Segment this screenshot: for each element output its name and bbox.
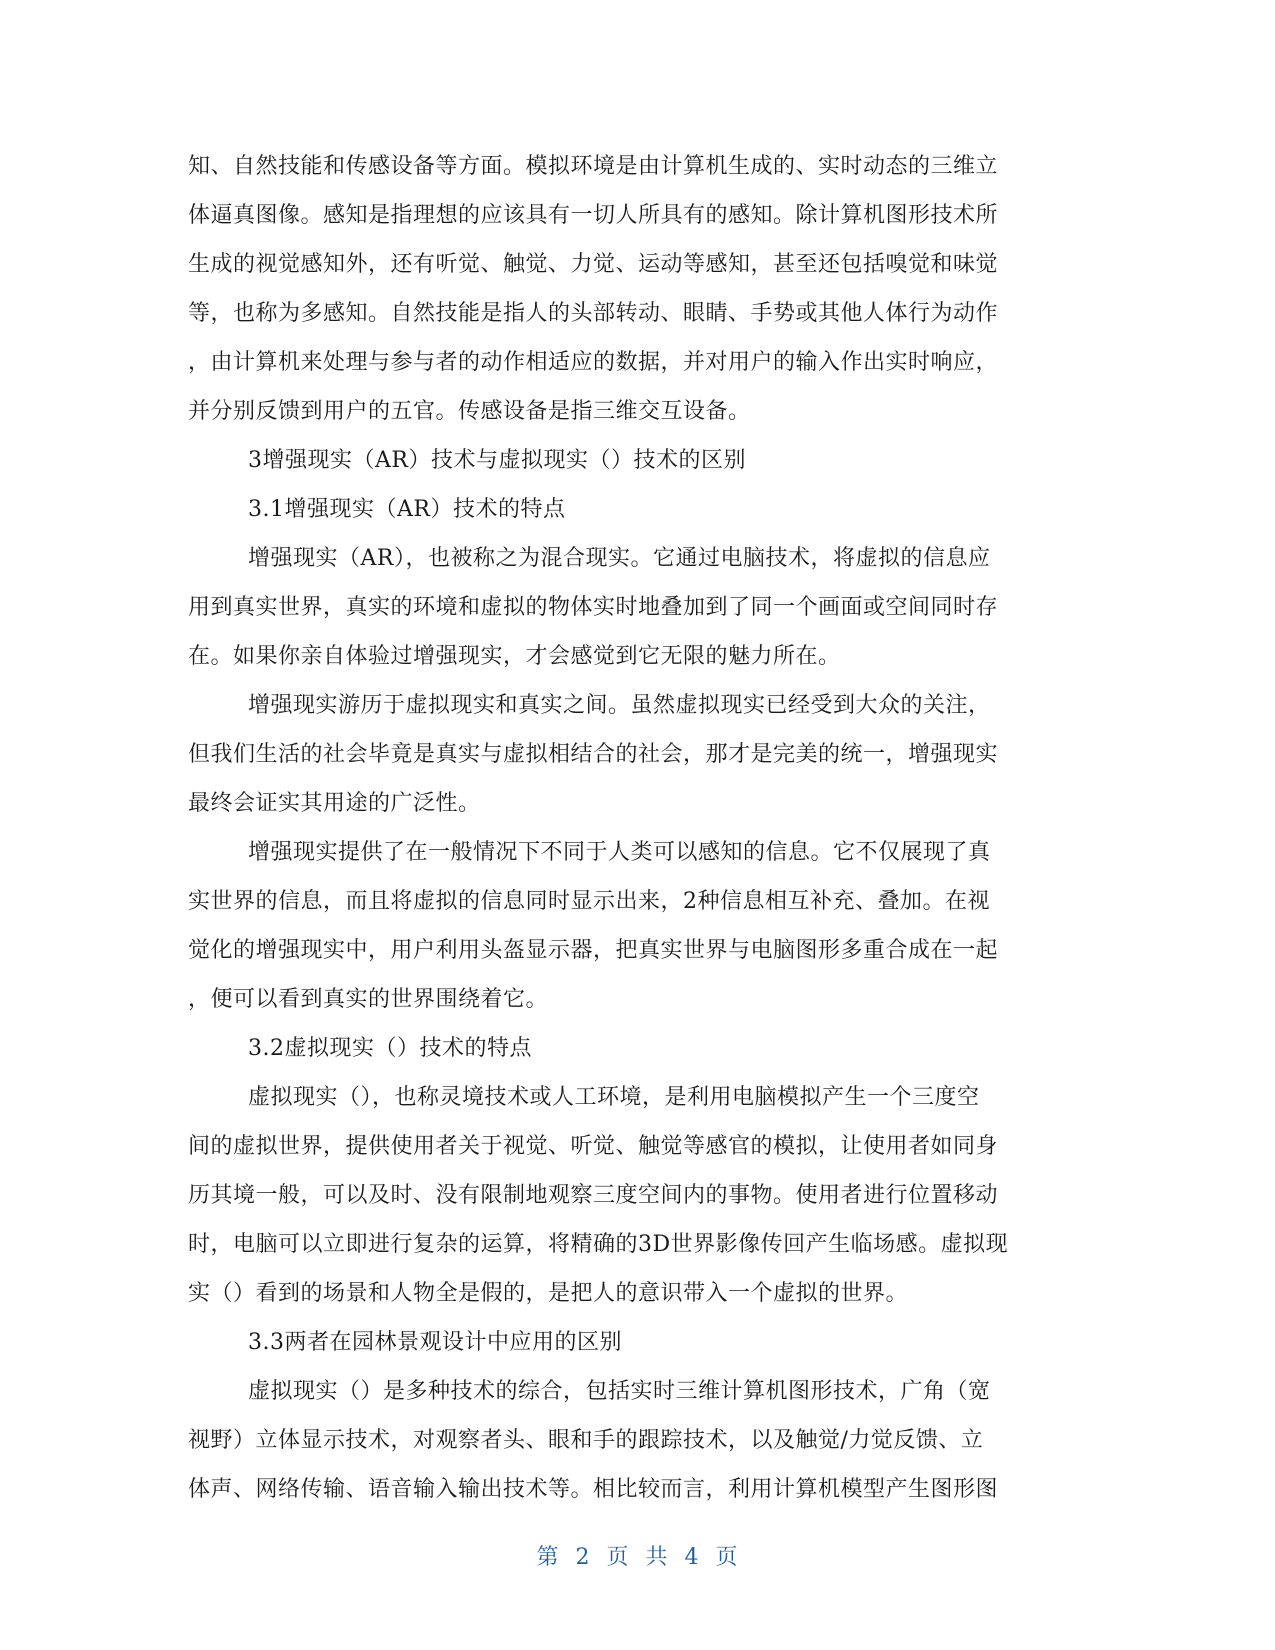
text-line: 最终会证实其用途的广泛性。 <box>188 791 481 816</box>
footer-mid2: 共 <box>645 1545 669 1570</box>
text-line: 历其境一般，可以及时、没有限制地观察三度空间内的事物。使用者进行位置移动 <box>188 1183 999 1208</box>
text-line: 3.2虚拟现实（）技术的特点 <box>248 1036 532 1061</box>
text-line: 增强现实提供了在一般情况下不同于人类可以感知的信息。它不仅展现了真 <box>248 840 991 865</box>
text-line: 增强现实（AR），也被称之为混合现实。它通过电脑技术，将虚拟的信息应 <box>248 546 991 571</box>
text-line: 实世界的信息，而且将虚拟的信息同时显示出来，2种信息相互补充、叠加。在视 <box>188 889 990 914</box>
footer-mid1: 页 <box>606 1545 630 1570</box>
text-line: 虚拟现实（），也称灵境技术或人工环境，是利用电脑模拟产生一个三度空 <box>248 1085 980 1110</box>
text-line: 生成的视觉感知外，还有听觉、触觉、力觉、运动等感知，甚至还包括嗅觉和味觉 <box>188 252 999 277</box>
text-line: 3增强现实（AR）技术与虚拟现实（）技术的区别 <box>248 448 746 473</box>
footer-total-pages: 4 <box>684 1545 700 1570</box>
text-line: 体逼真图像。感知是指理想的应该具有一切人所具有的感知。除计算机图形技术所 <box>188 203 999 228</box>
footer-prefix: 第 <box>536 1545 560 1570</box>
text-line: 在。如果你亲自体验过增强现实，才会感觉到它无限的魅力所在。 <box>188 644 841 669</box>
footer-suffix: 页 <box>715 1545 739 1570</box>
document-body <box>188 142 1088 1514</box>
text-line: 知、自然技能和传感设备等方面。模拟环境是由计算机生成的、实时动态的三维立 <box>188 154 999 179</box>
text-line: ，由计算机来处理与参与者的动作相适应的数据，并对用户的输入作出实时响应， <box>188 350 999 375</box>
text-line: 觉化的增强现实中，用户利用头盔显示器，把真实世界与电脑图形多重合成在一起 <box>188 938 999 963</box>
text-line: 但我们生活的社会毕竟是真实与虚拟相结合的社会，那才是完美的统一，增强现实 <box>188 742 999 767</box>
text-line: 等，也称为多感知。自然技能是指人的头部转动、眼睛、手势或其他人体行为动作 <box>188 301 999 326</box>
text-line: 时，电脑可以立即进行复杂的运算，将精确的3D世界影像传回产生临场感。虚拟现 <box>188 1232 1009 1257</box>
text-line: ，便可以看到真实的世界围绕着它。 <box>188 987 549 1012</box>
text-line: 实（）看到的场景和人物全是假的，是把人的意识带入一个虚拟的世界。 <box>188 1281 909 1306</box>
text-line: 3.3两者在园林景观设计中应用的区别 <box>248 1330 622 1355</box>
text-line: 用到真实世界，真实的环境和虚拟的物体实时地叠加到了同一个画面或空间同时存 <box>188 595 999 620</box>
text-line: 体声、网络传输、语音输入输出技术等。相比较而言，利用计算机模型产生图形图 <box>188 1477 999 1502</box>
text-line: 3.1增强现实（AR）技术的特点 <box>248 497 566 522</box>
text-line: 并分别反馈到用户的五官。传感设备是指三维交互设备。 <box>188 399 751 424</box>
text-line: 虚拟现实（）是多种技术的综合，包括实时三维计算机图形技术，广角（宽 <box>248 1379 991 1404</box>
text-line: 增强现实游历于虚拟现实和真实之间。虽然虚拟现实已经受到大众的关注， <box>248 693 991 718</box>
text-line: 间的虚拟世界，提供使用者关于视觉、听觉、触觉等感官的模拟，让使用者如同身 <box>188 1134 999 1159</box>
page-footer <box>0 1540 1275 1571</box>
footer-current-page: 2 <box>575 1545 591 1570</box>
text-line: 视野）立体显示技术，对观察者头、眼和手的跟踪技术，以及触觉/力觉反馈、立 <box>188 1428 984 1453</box>
